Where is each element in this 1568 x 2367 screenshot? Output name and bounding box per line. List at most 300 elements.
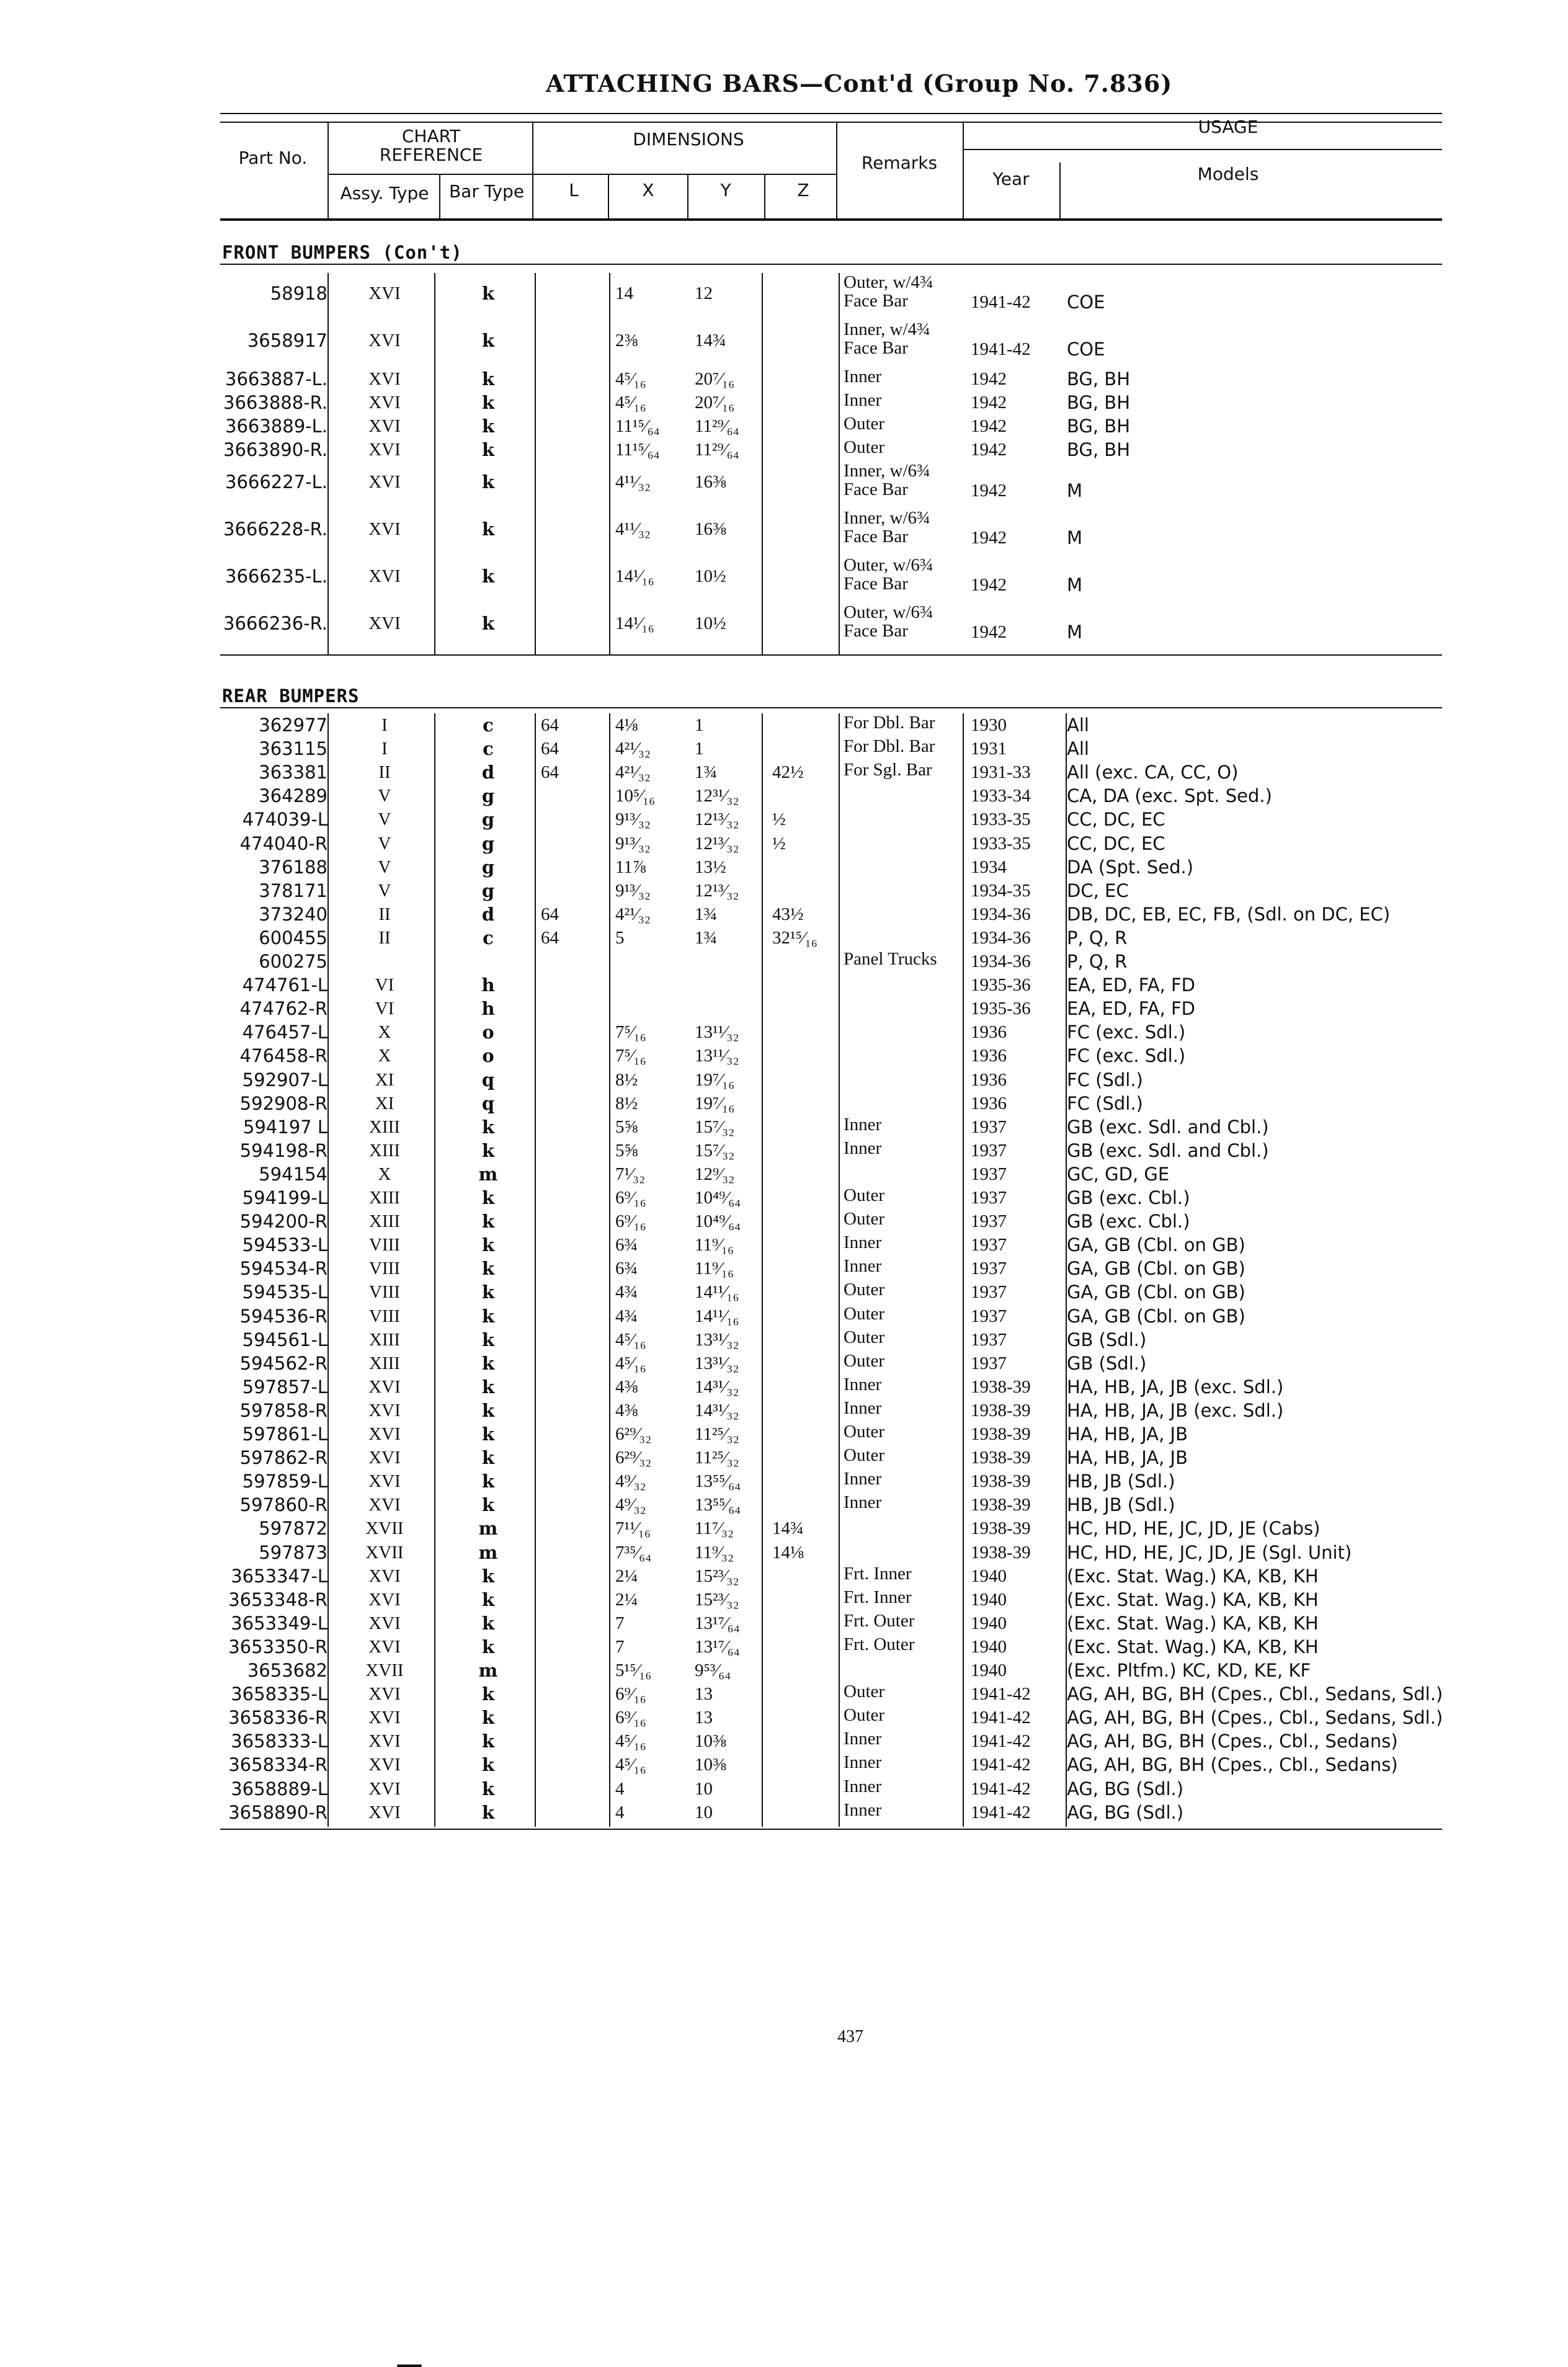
header-x: X xyxy=(642,180,654,200)
dimension-x-cell: 7¹¹⁄₁₆ xyxy=(615,1518,651,1539)
table-row xyxy=(0,1469,1568,1493)
part-number-cell: 592907-L xyxy=(242,1069,327,1090)
year-cell: 1942 xyxy=(971,416,1007,436)
dimension-x-cell: 8½ xyxy=(615,1069,638,1090)
remarks-cell: Outer xyxy=(844,1350,885,1371)
part-number-cell: 594533-L xyxy=(242,1234,327,1256)
part-number-cell: 594200-R xyxy=(239,1211,327,1233)
dimension-x-cell: 11¹⁵⁄₆₄ xyxy=(615,440,660,460)
assy-type-cell: XVI xyxy=(368,331,401,350)
dimension-y-cell: 9⁵³⁄₆₄ xyxy=(695,1660,731,1680)
table-row xyxy=(0,1328,1568,1352)
dimension-y-cell: 14³¹⁄₃₂ xyxy=(695,1400,739,1420)
bar-type-cell: k xyxy=(481,1589,495,1610)
assy-type-cell: XVI xyxy=(368,1589,401,1610)
assy-type-cell: XIII xyxy=(369,1117,400,1137)
dimension-y-cell: 15⁷⁄₃₂ xyxy=(695,1140,735,1161)
year-cell: 1942 xyxy=(971,481,1007,501)
models-cell: BG, BH xyxy=(1067,368,1130,390)
bar-type-cell: g xyxy=(481,809,495,831)
part-number-cell: 594198-R xyxy=(239,1139,327,1161)
bar-type-cell: o xyxy=(482,1045,494,1067)
assy-type-cell: X xyxy=(378,1022,391,1043)
table-row xyxy=(0,997,1568,1020)
year-cell: 1941-42 xyxy=(971,1802,1031,1822)
remarks-cell: Inner, w/6¾ Face Bar xyxy=(844,508,930,546)
header-z: Z xyxy=(797,180,809,200)
models-cell: (Exc. Stat. Wag.) KA, KB, KH xyxy=(1067,1589,1319,1610)
dimension-y-cell: 12¹³⁄₃₂ xyxy=(695,809,739,830)
header-divider xyxy=(532,122,533,220)
bar-type-cell: d xyxy=(481,903,495,925)
dimension-y-cell: 10⁴⁹⁄₆₄ xyxy=(695,1188,741,1208)
table-row xyxy=(0,1162,1568,1186)
page-title: ATTACHING BARS—Cont'd (Group No. 7.836) xyxy=(546,69,1173,97)
remarks-cell: Outer xyxy=(844,1445,885,1466)
models-cell: M xyxy=(1067,574,1083,595)
header-divider xyxy=(608,174,609,220)
dimension-y-cell: 11⁹⁄₁₆ xyxy=(695,1235,734,1255)
models-cell: P, Q, R xyxy=(1067,951,1128,972)
remarks-cell: Outer xyxy=(844,1682,885,1702)
models-cell: GB (exc. Sdl. and Cbl.) xyxy=(1067,1139,1269,1161)
part-number-cell: 363381 xyxy=(259,762,327,783)
remarks-cell: Inner xyxy=(844,367,882,386)
bar-type-cell: c xyxy=(483,715,494,736)
remarks-cell: Outer xyxy=(844,1185,885,1205)
part-number-cell: 3658333-L xyxy=(231,1731,327,1752)
part-number-cell: 597858-R xyxy=(239,1399,327,1421)
remarks-cell: For Dbl. Bar xyxy=(844,736,935,757)
year-cell: 1934-36 xyxy=(971,904,1031,924)
assy-type-cell: VIII xyxy=(369,1306,400,1326)
dimension-y-cell: 13¹¹⁄₃₂ xyxy=(695,1046,739,1066)
assy-type-cell: XI xyxy=(375,1093,394,1113)
remarks-cell: Outer xyxy=(844,1422,885,1442)
dimension-x-cell: 4⅛ xyxy=(615,715,638,735)
part-number-cell: 597873 xyxy=(259,1541,327,1563)
table-row xyxy=(0,1280,1568,1304)
assy-type-cell: XIII xyxy=(369,1329,400,1350)
year-cell: 1941-42 xyxy=(971,1731,1031,1752)
table-row xyxy=(0,1446,1568,1469)
year-cell: 1931 xyxy=(971,739,1007,759)
bar-type-cell: q xyxy=(481,1092,495,1114)
remarks-cell: Outer xyxy=(844,1303,885,1324)
part-number-cell: 3663887-L. xyxy=(225,368,327,390)
assy-type-cell: XVI xyxy=(368,1400,401,1420)
year-cell: 1936 xyxy=(971,1093,1007,1113)
dimension-x-cell: 4⁵⁄₁₆ xyxy=(615,1755,646,1775)
dimension-x-cell: 8½ xyxy=(615,1093,638,1113)
section-end-rule xyxy=(220,654,1442,656)
dimension-x-cell: 5¹⁵⁄₁₆ xyxy=(615,1660,652,1680)
bar-type-cell: c xyxy=(483,927,494,948)
bar-type-cell: m xyxy=(478,1518,498,1540)
dimension-y-cell: 10 xyxy=(695,1802,713,1822)
assy-type-cell: XVI xyxy=(368,472,401,492)
part-number-cell: 476457-L xyxy=(242,1022,327,1043)
bar-type-cell: k xyxy=(481,1565,495,1587)
dimension-y-cell: 19⁷⁄₁₆ xyxy=(695,1069,735,1090)
part-number-cell: 594154 xyxy=(259,1163,327,1185)
models-cell: FC (Sdl.) xyxy=(1067,1092,1143,1114)
header-year: Year xyxy=(992,169,1030,189)
remarks-cell: Inner, w/4¾ Face Bar xyxy=(844,319,930,358)
models-cell: All xyxy=(1067,738,1089,760)
models-cell: GA, GB (Cbl. on GB) xyxy=(1067,1258,1245,1280)
dimension-x-cell: 4 xyxy=(615,1778,625,1799)
header-divider xyxy=(1059,163,1061,220)
remarks-cell: For Sgl. Bar xyxy=(844,760,932,780)
header-divider xyxy=(687,174,688,220)
year-cell: 1935-36 xyxy=(971,999,1031,1019)
dimension-y-cell: 10½ xyxy=(695,566,726,586)
remarks-cell: Inner xyxy=(844,390,882,410)
part-number-cell: 3666236-R. xyxy=(223,613,327,634)
dimension-x-cell: 6²⁹⁄₃₂ xyxy=(615,1448,652,1468)
part-number-cell: 476458-R xyxy=(239,1045,327,1067)
assy-type-cell: XVI xyxy=(368,1424,401,1444)
year-cell: 1935-36 xyxy=(971,975,1031,996)
table-row xyxy=(0,1375,1568,1399)
bar-type-cell: m xyxy=(478,1660,498,1681)
dimension-x-cell: 11¹⁵⁄₆₄ xyxy=(615,416,660,436)
remarks-cell: Frt. Outer xyxy=(844,1634,915,1654)
year-cell: 1941-42 xyxy=(971,292,1031,312)
dimension-x-cell: 4¹¹⁄₃₂ xyxy=(615,472,651,492)
bar-type-cell: d xyxy=(481,762,495,783)
table-row xyxy=(0,1186,1568,1210)
assy-type-cell: XVI xyxy=(368,440,401,460)
dimension-y-cell: 19⁷⁄₁₆ xyxy=(695,1093,735,1113)
bar-type-cell: k xyxy=(481,1399,495,1421)
models-cell: HA, HB, JA, JB (exc. Sdl.) xyxy=(1067,1376,1284,1397)
year-cell: 1938-39 xyxy=(971,1376,1031,1397)
part-number-cell: 594561-L xyxy=(242,1329,327,1350)
part-number-cell: 594534-R xyxy=(239,1258,327,1280)
dimension-x-cell: 4⁵⁄₁₆ xyxy=(615,369,646,389)
table-row xyxy=(0,1517,1568,1540)
dimension-y-cell: 11⁹⁄₃₂ xyxy=(695,1542,734,1562)
part-number-cell: 373240 xyxy=(259,903,327,925)
assy-type-cell: XVI xyxy=(368,1448,401,1468)
year-cell: 1937 xyxy=(971,1164,1007,1184)
remarks-cell: Inner xyxy=(844,1752,882,1773)
table-row xyxy=(0,1777,1568,1801)
dimension-y-cell: 13⁵⁵⁄₆₄ xyxy=(695,1471,741,1492)
part-number-cell: 594536-R xyxy=(239,1305,327,1327)
dimension-y-cell: 12⁹⁄₃₂ xyxy=(695,1164,735,1184)
models-cell: (Exc. Stat. Wag.) KA, KB, KH xyxy=(1067,1565,1319,1587)
assy-type-cell: V xyxy=(378,833,391,854)
assy-type-cell: XVII xyxy=(365,1542,404,1562)
remarks-cell: Panel Trucks xyxy=(844,949,937,969)
year-cell: 1934 xyxy=(971,857,1007,877)
year-cell: 1933-35 xyxy=(971,833,1031,854)
table-row xyxy=(0,1611,1568,1635)
dimension-x-cell: 5⅝ xyxy=(615,1117,638,1137)
header-usage: USAGE xyxy=(1198,117,1258,137)
dimension-l-cell: 64 xyxy=(541,762,559,783)
assy-type-cell: XVI xyxy=(368,1778,401,1799)
models-cell: BG, BH xyxy=(1067,392,1130,413)
part-number-cell: 597862-R xyxy=(239,1447,327,1469)
part-number-cell: 600455 xyxy=(259,927,327,948)
assy-type-cell: XI xyxy=(375,1069,394,1090)
header-inner-rule xyxy=(963,149,1442,150)
year-cell: 1934-36 xyxy=(971,927,1031,948)
remarks-cell: Inner xyxy=(844,1776,882,1796)
part-number-cell: 376188 xyxy=(259,856,327,878)
scan-mark xyxy=(397,2365,422,2367)
bar-type-cell: q xyxy=(481,1069,495,1090)
bar-type-cell: h xyxy=(481,998,495,1020)
assy-type-cell: VIII xyxy=(369,1235,400,1255)
bar-type-cell: k xyxy=(481,1612,495,1634)
table-row xyxy=(0,1493,1568,1517)
part-number-cell: 3658335-L xyxy=(231,1683,327,1705)
assy-type-cell: XVI xyxy=(368,613,401,633)
bar-type-cell: k xyxy=(481,613,495,634)
assy-type-cell: VI xyxy=(375,975,394,996)
bar-type-cell: k xyxy=(481,439,495,460)
year-cell: 1938-39 xyxy=(971,1495,1031,1515)
assy-type-cell: X xyxy=(378,1046,391,1066)
remarks-cell: Frt. Outer xyxy=(844,1610,915,1631)
assy-type-cell: XVI xyxy=(368,1495,401,1515)
dimension-y-cell: 13³¹⁄₃₂ xyxy=(695,1353,739,1373)
assy-type-cell: II xyxy=(378,762,391,783)
dimension-x-cell: 4⅜ xyxy=(615,1376,638,1397)
remarks-cell: Inner xyxy=(844,1138,882,1158)
table-row xyxy=(0,1233,1568,1257)
dimension-y-cell: 13½ xyxy=(695,857,726,877)
models-cell: FC (Sdl.) xyxy=(1067,1069,1143,1090)
models-cell: CC, DC, EC xyxy=(1067,832,1165,854)
table-row xyxy=(0,1422,1568,1446)
year-cell: 1937 xyxy=(971,1306,1007,1326)
table-row xyxy=(0,926,1568,950)
dimension-x-cell: 2⅜ xyxy=(615,331,638,350)
year-cell: 1933-35 xyxy=(971,809,1031,830)
table-row xyxy=(0,737,1568,760)
table-row xyxy=(0,784,1568,808)
assy-type-cell: XVI xyxy=(368,519,401,539)
dimension-x-cell: 14¹⁄₁₆ xyxy=(615,613,654,633)
year-cell: 1941-42 xyxy=(971,1708,1031,1728)
table-row xyxy=(0,1729,1568,1753)
assy-type-cell: XVI xyxy=(368,369,401,389)
assy-type-cell: XVI xyxy=(368,1755,401,1775)
part-number-cell: 3663889-L. xyxy=(225,416,327,437)
remarks-cell: Inner xyxy=(844,1397,882,1418)
dimension-x-cell: 14¹⁄₁₆ xyxy=(615,566,654,586)
dimension-x-cell: 4¾ xyxy=(615,1306,638,1326)
models-cell: COE xyxy=(1067,292,1105,313)
dimension-l-cell: 64 xyxy=(541,927,559,948)
dimension-z-cell: ½ xyxy=(772,833,786,854)
header-divider xyxy=(836,122,837,220)
part-number-cell: 3653350-R xyxy=(228,1636,327,1657)
dimension-y-cell: 1 xyxy=(695,739,704,759)
header-bottom-rule xyxy=(220,218,1442,221)
assy-type-cell: XVI xyxy=(368,1731,401,1752)
dimension-y-cell: 13⁵⁵⁄₆₄ xyxy=(695,1495,741,1515)
assy-type-cell: XVI xyxy=(368,1566,401,1586)
models-cell: DC, EC xyxy=(1067,880,1129,901)
part-number-cell: 597859-L xyxy=(242,1471,327,1492)
bar-type-cell: k xyxy=(481,1636,495,1657)
year-cell: 1940 xyxy=(971,1566,1007,1586)
dimension-y-cell: 11²⁵⁄₃₂ xyxy=(695,1424,739,1444)
assy-type-cell: XVI xyxy=(368,416,401,436)
part-number-cell: 594197 L xyxy=(243,1116,327,1138)
header-divider xyxy=(327,122,329,220)
year-cell: 1942 xyxy=(971,528,1007,548)
dimension-y-cell: 10 xyxy=(695,1778,713,1799)
part-number-cell: 594562-R xyxy=(239,1352,327,1374)
part-number-cell: 3653682 xyxy=(247,1660,327,1681)
table-row xyxy=(0,1304,1568,1328)
dimension-x-cell: 5 xyxy=(615,927,625,948)
bar-type-cell: k xyxy=(481,1754,495,1776)
dimension-y-cell: 20⁷⁄₁₆ xyxy=(695,369,735,389)
assy-type-cell: XVI xyxy=(368,1636,401,1657)
table-row xyxy=(0,1541,1568,1564)
table-row xyxy=(0,602,1568,643)
dimension-y-cell: 1¾ xyxy=(695,762,718,783)
year-cell: 1936 xyxy=(971,1069,1007,1090)
header-divider xyxy=(439,174,440,220)
bar-type-cell: k xyxy=(481,368,495,390)
header-bar-type: Bar Type xyxy=(448,181,525,202)
part-number-cell: 474761-L xyxy=(242,974,327,996)
bar-type-cell: k xyxy=(481,519,495,540)
table-row xyxy=(0,1753,1568,1776)
dimension-y-cell: 14¹¹⁄₁₆ xyxy=(695,1282,739,1303)
part-number-cell: 3653349-L xyxy=(231,1612,327,1634)
dimension-x-cell: 2¼ xyxy=(615,1589,638,1610)
section-rule xyxy=(220,264,1442,265)
remarks-cell: Inner, w/6¾ Face Bar xyxy=(844,461,930,499)
models-cell: AG, BG (Sdl.) xyxy=(1067,1778,1184,1799)
bar-type-cell: k xyxy=(481,330,495,351)
dimension-z-cell: 14⅛ xyxy=(772,1542,804,1562)
table-row xyxy=(0,903,1568,926)
table-row xyxy=(0,1588,1568,1611)
part-number-cell: 363115 xyxy=(259,738,327,760)
table-row xyxy=(0,1068,1568,1092)
header-divider xyxy=(963,122,964,220)
models-cell: GB (Sdl.) xyxy=(1067,1352,1147,1374)
assy-type-cell: II xyxy=(378,927,391,948)
dimension-y-cell: 15⁷⁄₃₂ xyxy=(695,1117,735,1137)
table-row xyxy=(0,1044,1568,1068)
remarks-cell: Outer, w/4¾ Face Bar xyxy=(844,272,933,311)
remarks-cell: Outer, w/6¾ Face Bar xyxy=(844,602,933,641)
models-cell: P, Q, R xyxy=(1067,927,1128,948)
year-cell: 1941-42 xyxy=(971,1684,1031,1705)
table-row xyxy=(0,367,1568,391)
part-number-cell: 474762-R xyxy=(239,998,327,1020)
year-cell: 1934-36 xyxy=(971,952,1031,971)
table-row xyxy=(0,713,1568,737)
table-row xyxy=(0,1115,1568,1139)
models-cell: GB (exc. Cbl.) xyxy=(1067,1211,1190,1233)
part-number-cell: 3663890-R. xyxy=(223,439,327,460)
year-cell: 1941-42 xyxy=(971,339,1031,359)
dimension-x-cell: 7¹⁄₃₂ xyxy=(615,1164,646,1184)
year-cell: 1938-39 xyxy=(971,1471,1031,1492)
year-cell: 1938-39 xyxy=(971,1542,1031,1562)
bar-type-cell: k xyxy=(481,1376,495,1397)
dimension-x-cell: 4²¹⁄₃₂ xyxy=(615,739,651,759)
table-row xyxy=(0,879,1568,903)
bar-type-cell: k xyxy=(481,1305,495,1327)
year-cell: 1940 xyxy=(971,1636,1007,1657)
assy-type-cell: XVI xyxy=(368,283,401,303)
part-number-cell: 3658334-R xyxy=(228,1754,327,1776)
models-cell: M xyxy=(1067,622,1083,643)
part-number-cell: 474039-L xyxy=(242,809,327,831)
dimension-y-cell: 16⅜ xyxy=(695,472,726,492)
assy-type-cell: V xyxy=(378,857,391,877)
year-cell: 1938-39 xyxy=(971,1424,1031,1444)
dimension-x-cell: 4⁵⁄₁₆ xyxy=(615,1329,646,1350)
table-row xyxy=(0,1706,1568,1729)
models-cell: BG, BH xyxy=(1067,416,1130,437)
assy-type-cell: XVI xyxy=(368,1376,401,1397)
dimension-x-cell: 9¹³⁄₃₂ xyxy=(615,809,651,830)
bar-type-cell: k xyxy=(481,1187,495,1208)
part-number-cell: 3666227-L. xyxy=(225,471,327,493)
dimension-x-cell: 6⁹⁄₁₆ xyxy=(615,1708,646,1728)
models-cell: (Exc. Stat. Wag.) KA, KB, KH xyxy=(1067,1636,1319,1657)
models-cell: M xyxy=(1067,527,1083,548)
dimension-x-cell: 4⁵⁄₁₆ xyxy=(615,393,646,412)
remarks-cell: Frt. Inner xyxy=(844,1587,912,1607)
bar-type-cell: k xyxy=(481,1352,495,1374)
models-cell: AG, AH, BG, BH (Cpes., Cbl., Sedans, Sdl.) xyxy=(1067,1707,1443,1729)
assy-type-cell: V xyxy=(378,880,391,901)
remarks-cell: Frt. Inner xyxy=(844,1563,912,1584)
year-cell: 1937 xyxy=(971,1353,1007,1373)
dimension-x-cell: 4²¹⁄₃₂ xyxy=(615,762,651,783)
bar-type-cell: k xyxy=(481,566,495,587)
assy-type-cell: XVI xyxy=(368,1684,401,1705)
part-number-cell: 364289 xyxy=(259,785,327,807)
bar-type-cell: k xyxy=(481,1329,495,1350)
part-number-cell: 58918 xyxy=(270,283,327,304)
table-row xyxy=(0,1399,1568,1422)
table-row xyxy=(0,1801,1568,1824)
header-inner-rule xyxy=(327,174,836,175)
assy-type-cell: II xyxy=(378,904,391,924)
models-cell: All (exc. CA, CC, O) xyxy=(1067,762,1239,783)
remarks-cell: Inner xyxy=(844,1799,882,1820)
assy-type-cell: XIII xyxy=(369,1353,400,1373)
dimension-y-cell: 12¹³⁄₃₂ xyxy=(695,833,739,854)
dimension-x-cell: 7³⁵⁄₆₄ xyxy=(615,1542,652,1562)
table-row xyxy=(0,438,1568,461)
bar-type-cell: g xyxy=(481,832,495,854)
models-cell: GB (exc. Sdl. and Cbl.) xyxy=(1067,1116,1269,1138)
dimension-l-cell: 64 xyxy=(541,904,559,924)
assy-type-cell: V xyxy=(378,809,391,830)
dimension-y-cell: 15²³⁄₃₂ xyxy=(695,1589,739,1610)
remarks-cell: Inner xyxy=(844,1256,882,1277)
